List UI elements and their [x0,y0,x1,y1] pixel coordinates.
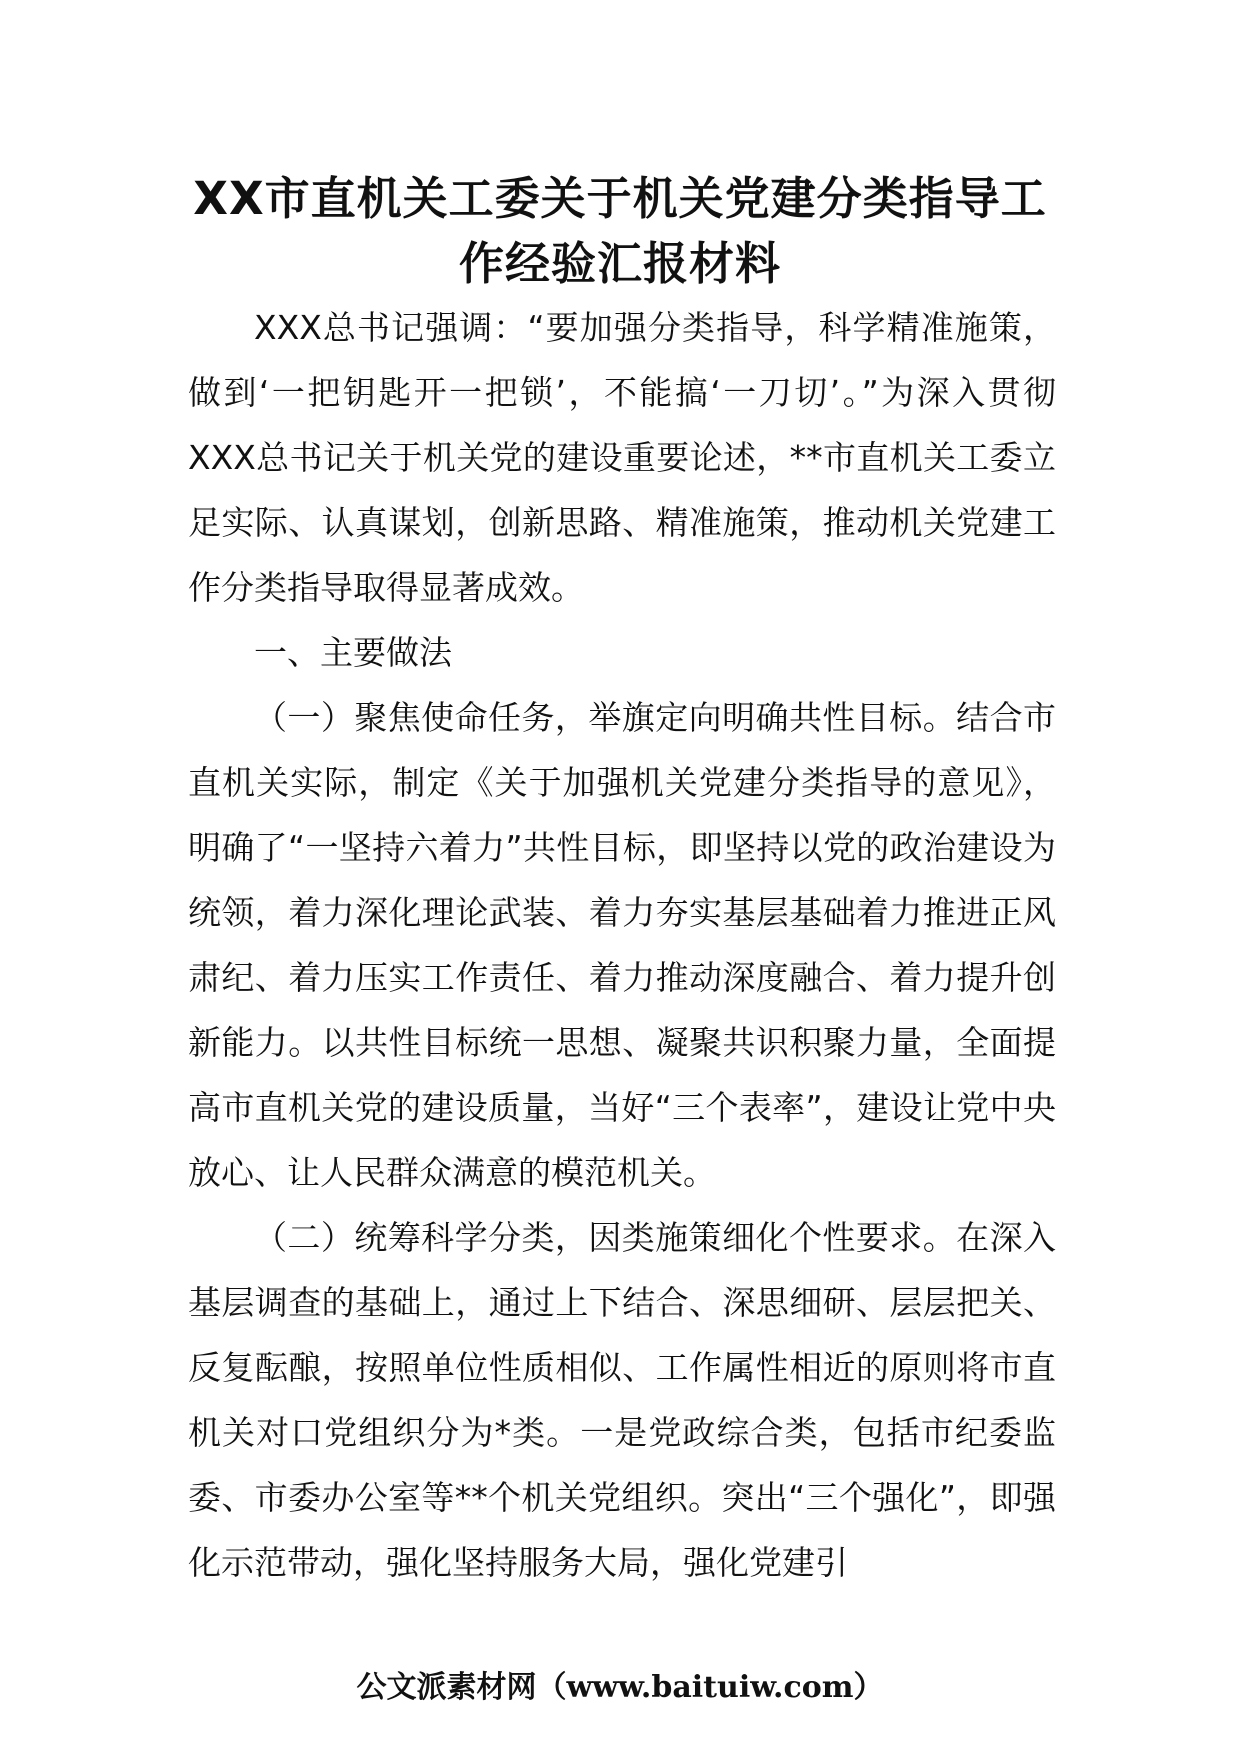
document-body [188,295,1056,1595]
footer-source: 公文派素材网（www.baituiw.com） [356,1670,884,1705]
document-title: XX市直机关工委关于机关党建分类指导工作经验汇报材料 [193,172,1047,290]
section-heading-main-practices: 一、主要做法 [254,633,452,672]
paragraph-section-1: （一）聚焦使命任务，举旗定向明确共性目标。结合市直机关实际，制定《关于加强机关党建分类指导的意见》，明确了“一坚持六着力”共性目标，即坚持以党的政治建设为统领，着力深化理论武装、着力夯实基层基础着力推进正风肃纪、着力压实工作责任、着力推动深度融合、着力提升创新能力。以共性目标统一思想、凝聚共识积聚力量，全面提高市直机关党的建设质量，当好“三个表率”，建设让党中央放心、让人民群众满意的模范机关。 [188,698,1056,1192]
paragraph-intro: XXX总书记强调：“要加强分类指导，科学精准施策，做到‘一把钥匙开一把锁’，不能搞‘一刀切’。”为深入贯彻XXX总书记关于机关党的建设重要论述，**市直机关工委立足实际、认真谋划，创新思路、精准施策，推动机关党建工作分类指导取得显著成效。 [188,308,1056,607]
paragraph-section-2: （二）统筹科学分类，因类施策细化个性要求。在深入基层调查的基础上，通过上下结合、深思细研、层层把关、反复酝酿，按照单位性质相似、工作属性相近的原则将市直机关对口党组织分为*类。一是党政综合类，包括市纪委监委、市委办公室等**个机关党组织。突出“三个强化”，即强化示范带动，强化坚持服务大局，强化党建引 [188,1218,1056,1582]
